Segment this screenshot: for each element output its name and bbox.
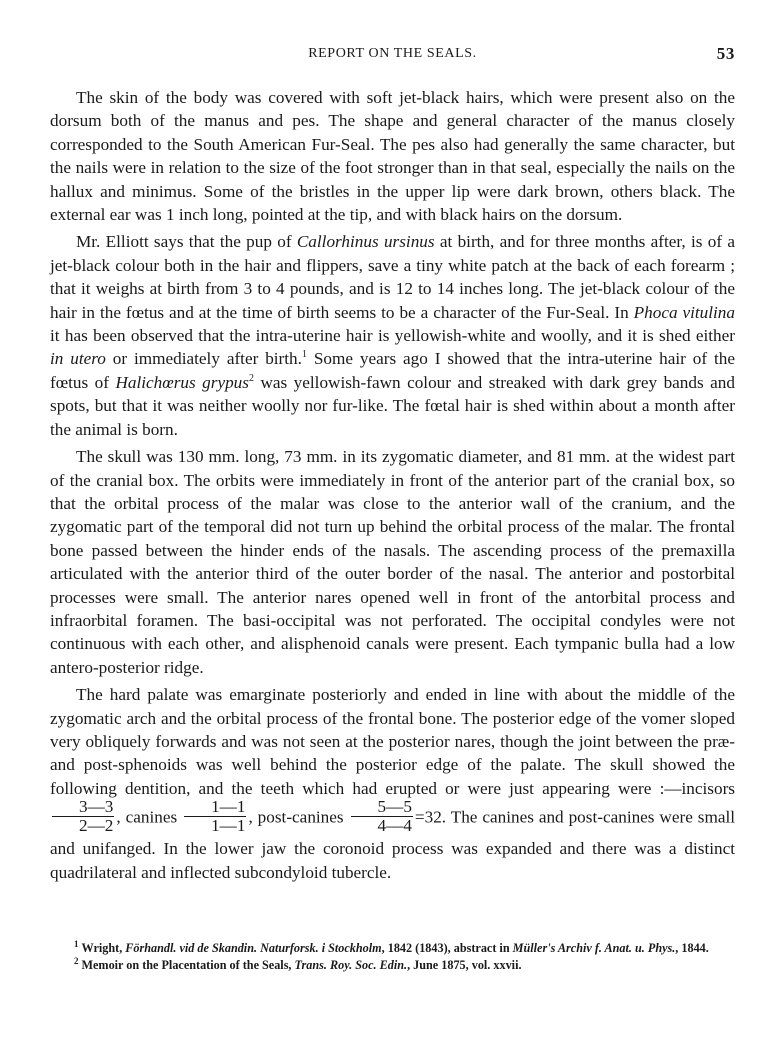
canines-upper: 1—1 — [184, 798, 246, 817]
text-run: was yellowish-fawn colour and streaked with dark grey bands and spots, but that it was neither woolly nor fur-like. The fœtal hair is shed within about a month after the animal is born. — [50, 372, 735, 439]
post-canines-lower: 4—4 — [377, 816, 412, 836]
post-canines-upper: 5—5 — [351, 798, 413, 817]
text-run: or immediately after birth. — [105, 349, 302, 369]
italic-term: Müller's Archiv f. Anat. u. Phys. — [512, 941, 676, 955]
palate-tail-text: The canines and post-canines were small and unifanged. In the lower jaw the coronoid process was expanded and there was a distinct quadrilateral and inflected subcondyloid tubercle. — [50, 807, 735, 882]
incisors-fraction — [52, 798, 114, 835]
canines-fraction — [184, 798, 246, 835]
italic-term: Trans. Roy. Soc. Edin. — [294, 957, 408, 972]
footnote-ref[interactable]: 2 — [248, 372, 254, 384]
text-run: The skull was 130 mm. long, 73 mm. in its zygomatic diameter, and 81 mm. at the widest part of the cranial box. The orbits were immediately in front of the anterior part of the cranial box, so that the orbital process of the malar was close to the anterior wall of the cranium, and the zygomatic part of the temporal did not turn up behind the orbital process of the malar. The frontal bone passed between the hinder ends of the nasals. The ascending process of the premaxilla articulated with the anterior third of the outer border of the nasal. The anterior and postorbital processes were small. The anterior nares opened well in front of the antorbital process and infraorbital foramen. The basi-occipital was not perforated. The occipital condyles were not continuous with each other, and alisphenoid canals were present. Each tympanic bulla had a low antero-posterior ridge. — [50, 447, 735, 677]
canines-after: , post-canines — [248, 807, 349, 827]
italic-term: Phoca vitulina — [633, 302, 735, 322]
incisors-lower: 2—2 — [79, 816, 114, 836]
italic-term: Halichœrus grypus — [115, 372, 249, 392]
canines-lower: 1—1 — [211, 816, 246, 836]
italic-term: Förhandl. vid de Skandin. Naturforsk. i Stockholm — [125, 941, 382, 955]
text-run: The skin of the body was covered with soft jet-black hairs, which were present also on the dorsum both of the manus and pes. The shape and general character of the manus closely corresponded to the South American Fur-Seal. The pes also had generally the same character, but the nails were in relation to the size of the foot stronger than in that seal, especially the nails on the hallux and minimus. Some of the bristles in the upper lip were dark brown, others black. The external ear was 1 inch long, pointed at the tip, and with black hairs on the dorsum. — [50, 88, 735, 225]
post-canines-fraction — [351, 798, 413, 835]
incisors-after: , canines — [116, 807, 183, 827]
paragraph-skin-description — [50, 86, 735, 226]
running-title: REPORT ON THE SEALS. — [308, 46, 477, 61]
footnote-2 — [50, 957, 735, 974]
footnote-ref[interactable]: 1 — [301, 349, 307, 361]
paragraph-palate-dentition — [50, 683, 735, 884]
text-run: Memoir on the Placentation of the Seals, — [81, 957, 295, 972]
text-run: it has been observed that the intra-uterine hair is yellowish-white and woolly, and it is shed either — [50, 326, 735, 346]
page-number: 53 — [716, 44, 735, 63]
italic-term: in utero — [50, 349, 106, 369]
body-text — [50, 86, 735, 888]
palate-lead-text: The hard palate was emarginate posteriorly and ended in line with about the middle of the zygomatic arch and the orbital process of the frontal bone. The posterior edge of the vomer sloped very obliquely forwards and was not seen at the posterior nares, though the joint between the præ- and post-sphenoids was well behind the posterior edge of the palate. The skull showed the following dentition, and the teeth which had erupted or were just appearing were :—incisors — [50, 685, 735, 798]
running-header — [50, 44, 735, 66]
footnotes — [50, 940, 735, 973]
text-run: , 1842 (1843), abstract in — [381, 941, 513, 955]
text-run: Wright, — [81, 941, 126, 955]
text-run: , June 1875, vol. xxvii. — [407, 957, 522, 972]
post-canines-after: =32. — [414, 807, 451, 827]
footnote-1 — [50, 940, 735, 957]
footnote-mark: 2 — [74, 955, 79, 966]
paragraph-pup-colour — [50, 230, 735, 441]
text-run: , 1844. — [675, 941, 709, 955]
text-run: at birth, and for three months after, is of a jet-black colour both in the hair and flippers, save a tiny white patch at the back of each forearm ; that it weighs at birth from 3 to 4 pounds, and is 12 to 14 inches long. The jet-black colour of the hair in the fœtus and at the time of birth seems to be a character of the Fur-Seal. In — [50, 232, 736, 322]
text-run: Some years ago I showed that the intra-uterine hair of the fœtus of — [50, 349, 735, 392]
italic-term: Callorhinus ursinus — [296, 232, 435, 252]
footnote-mark: 1 — [74, 939, 79, 949]
text-run: Mr. Elliott says that the pup of — [76, 232, 297, 252]
paragraph-skull-description — [50, 445, 735, 679]
incisors-upper: 3—3 — [52, 798, 114, 817]
